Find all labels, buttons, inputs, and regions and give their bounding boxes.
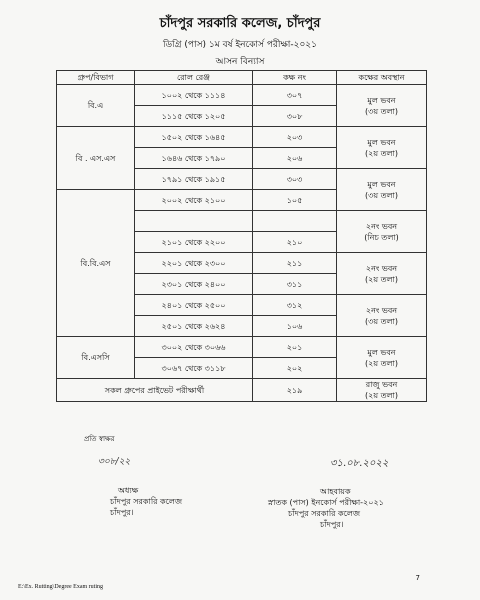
location-floor: (৩য় তলা) (365, 316, 398, 326)
col-header-location: কক্ষের অবস্থান (337, 71, 427, 85)
location-cell (337, 337, 427, 379)
location-cell (337, 295, 427, 337)
roll-range-cell: ১০০২ থেকে ১১১৪ (135, 85, 253, 106)
roll-range-cell: ২১০১ থেকে ২২০০ (135, 232, 253, 253)
location-cell (337, 253, 427, 295)
room-no-cell (253, 211, 337, 232)
col-header-room-no: কক্ষ নং (253, 71, 337, 85)
principal-signature (98, 452, 130, 469)
location-building: ২নং ভবন (365, 305, 398, 315)
convener-signature (330, 456, 388, 473)
room-no-cell: ১০৫ (253, 190, 337, 211)
convener-signature-date: ৩১.০৮.২০২২ (330, 458, 389, 469)
group-cell: বি . এস.এস (57, 127, 135, 190)
room-no-cell: ৩১২ (253, 295, 337, 316)
convener-title: আহবায়ক (320, 487, 351, 496)
location-building: রাজু ভবন (365, 380, 398, 389)
roll-range-cell: ৩০০২ থেকে ৩০৬৬ (135, 337, 253, 358)
private-examinees-cell: সকল গ্রুপের প্রাইভেট পরীক্ষার্থী (57, 379, 253, 402)
location-floor: (২য় তলা) (365, 358, 398, 368)
convener-signature-block (268, 486, 384, 530)
location-floor: (২য় তলা) (365, 391, 398, 400)
room-no-cell: ২১০ (253, 232, 337, 253)
seat-plan-heading: আসন বিন্যাস (215, 57, 265, 67)
roll-range-cell: ২০০২ থেকে ২১০০ (135, 190, 253, 211)
principal-place: চাঁদপুর। (110, 508, 134, 517)
location-building: মুল ভবন (367, 137, 396, 147)
location-building: ২নং ভবন (365, 221, 398, 231)
location-building: ২নং ভবন (365, 263, 398, 273)
location-cell (337, 379, 427, 402)
col-header-roll-range: রোল রেঞ্জ (135, 71, 253, 85)
roll-range-cell: ২২০১ থেকে ২৩০০ (135, 253, 253, 274)
location-floor: (২য় তলা) (365, 274, 398, 284)
room-no-cell: ২০৬ (253, 148, 337, 169)
roll-range-cell: ২৫০১ থেকে ২৬২৪ (135, 316, 253, 337)
room-no-cell: ৩০৮ (253, 106, 337, 127)
convener-org: চাঁদপুর সরকারি কলেজ (288, 509, 360, 518)
room-no-cell: ৩১১ (253, 274, 337, 295)
convener-exam: স্নাতক (পাস) ইনকোর্স পরীক্ষা-২০২১ (268, 498, 384, 507)
location-floor: (৩য় তলা) (365, 106, 398, 116)
location-cell (337, 127, 427, 169)
exam-subtitle: ডিগ্রি (পাস) ১ম বর্ষ ইনকোর্স পরীক্ষা-২০২১ (162, 40, 317, 50)
roll-range-cell: ১৭৯১ থেকে ১৯১৫ (135, 169, 253, 190)
table-header-row (57, 71, 427, 85)
location-floor: (নিচ তলা) (364, 232, 399, 242)
group-cell: বি.বি.এস (57, 190, 135, 337)
room-no-cell: ৩০৭ (253, 85, 337, 106)
seat-plan-table (56, 70, 427, 402)
col-header-group: গ্রুপ/বিভাগ (57, 71, 135, 85)
principal-org: চাঁদপুর সরকারি কলেজ (110, 497, 182, 506)
room-no-cell: ২১১ (253, 253, 337, 274)
room-no-cell: ৩০৩ (253, 169, 337, 190)
roll-range-cell: ২৪০১ থেকে ২৫০০ (135, 295, 253, 316)
table-row (57, 379, 427, 402)
location-building: মুল ভবন (367, 179, 396, 189)
group-cell: বি.এসসি (57, 337, 135, 379)
location-cell (337, 85, 427, 127)
roll-range-cell: ২৩০১ থেকে ২৪০০ (135, 274, 253, 295)
roll-range-cell: ১৫০২ থেকে ১৬৪৫ (135, 127, 253, 148)
principal-signature-block (110, 485, 182, 518)
location-floor: (৩য় তলা) (365, 190, 398, 200)
table-row (57, 127, 427, 148)
table-row (57, 337, 427, 358)
table-row (57, 85, 427, 106)
location-building: মুল ভবন (367, 347, 396, 357)
countersign-label: প্রতি স্বাক্ষর (84, 435, 115, 443)
principal-signature-date: ৩০৮/২২ (98, 457, 131, 467)
file-path: E:\Ex. Rutting\Degree Exam ruting (18, 584, 103, 590)
location-floor: (২য় তলা) (365, 148, 398, 158)
room-no-cell: ২১৯ (253, 379, 337, 402)
roll-range-cell: ১৬৪৬ থেকে ১৭৯০ (135, 148, 253, 169)
page-title: চাঁদপুর সরকারি কলেজ, চাঁদপুর (159, 16, 321, 31)
location-cell (337, 211, 427, 253)
location-building: মুল ভবন (367, 95, 396, 105)
principal-title: অধ্যক্ষ (118, 486, 139, 495)
page-number: 7 (415, 574, 420, 582)
convener-place: চাঁদপুর। (320, 520, 344, 529)
room-no-cell: ২০১ (253, 337, 337, 358)
group-cell: বি.এ (57, 85, 135, 127)
room-no-cell: ২০২ (253, 358, 337, 379)
roll-range-cell: ৩০৬৭ থেকে ৩১১৮ (135, 358, 253, 379)
roll-range-cell: ১১১৫ থেকে ১২০৫ (135, 106, 253, 127)
location-cell (337, 169, 427, 211)
room-no-cell: ২০৩ (253, 127, 337, 148)
room-no-cell: ১০৬ (253, 316, 337, 337)
roll-range-cell (135, 211, 253, 232)
